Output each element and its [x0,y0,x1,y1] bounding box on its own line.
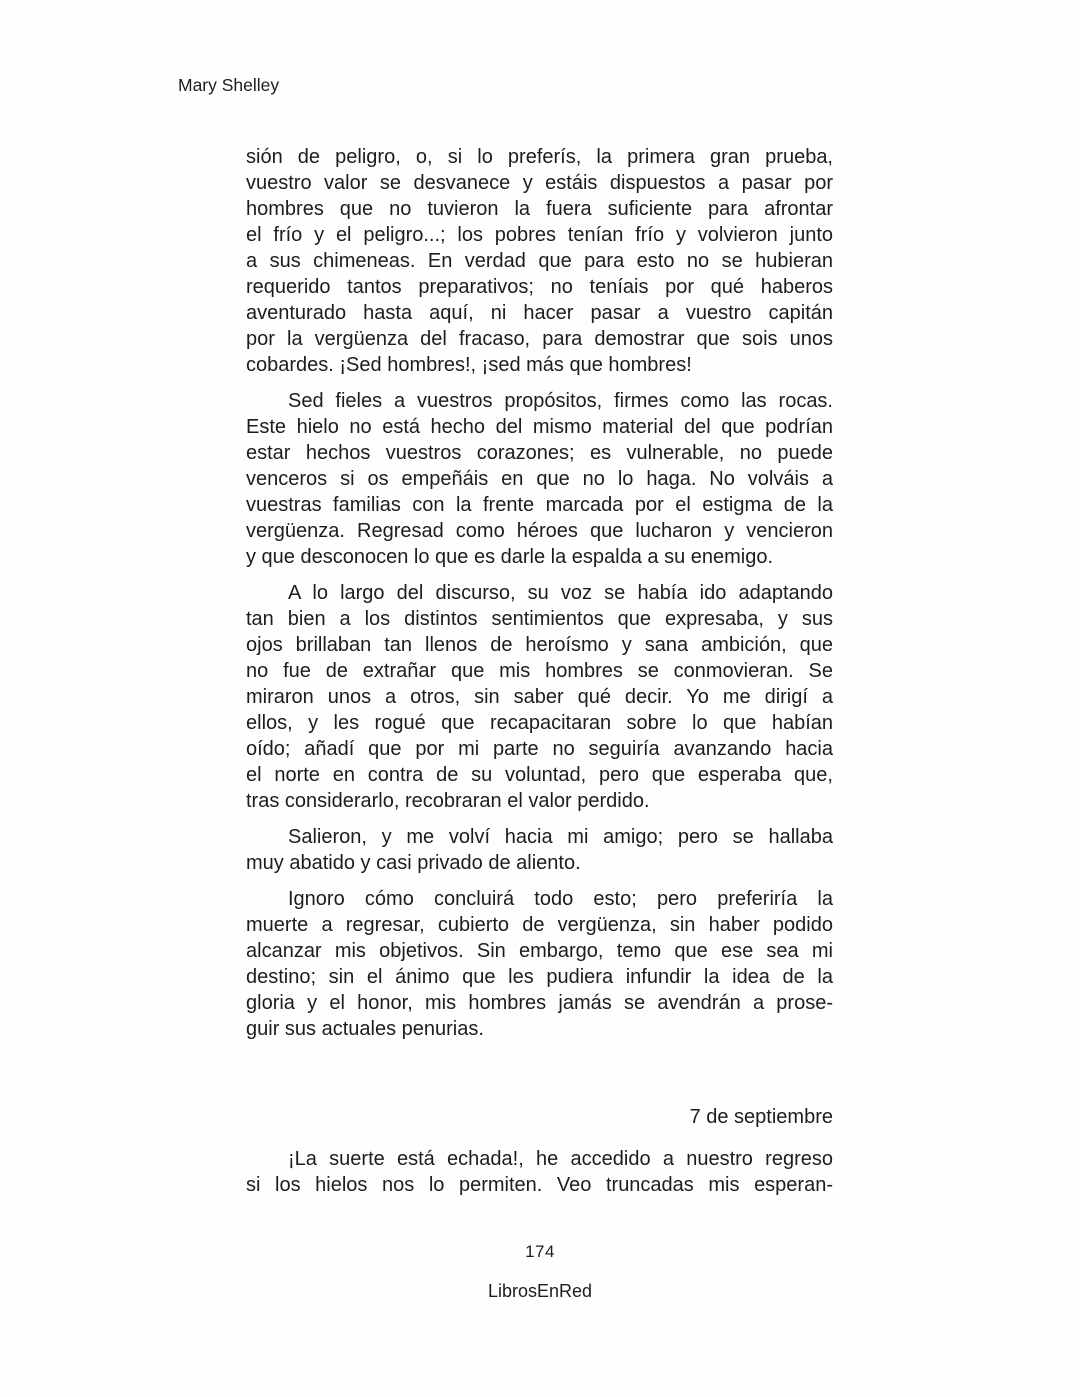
text-line: tan bien a los distintos sentimientos que expresaba, y sus [246,608,833,630]
text-line: Este hielo no está hecho del mismo material del que podrían [246,416,833,438]
paragraph [246,144,833,378]
text-line: destino; sin el ánimo que les pudiera infundir la idea de la [246,966,833,988]
text-line: oído; añadí que por mi parte no seguiría avanzando hacia [246,738,833,760]
text-line: el frío y el peligro...; los pobres tenían frío y volvieron junto [246,224,833,246]
text-column [246,144,833,1208]
text-line: ¡La suerte está echada!, he accedido a nuestro regreso [288,1148,833,1170]
paragraph [246,886,833,1042]
text-line: vuestras familias con la frente marcada por el estigma de la [246,494,833,516]
text-line: si los hielos nos lo permiten. Veo truncadas mis esperan- [246,1174,833,1196]
paragraph [246,388,833,570]
text-line: y que desconocen lo que es darle la espalda a su enemigo. [246,546,774,568]
text-line: vuestro valor se desvanece y estáis dispuestos a pasar por [246,172,833,194]
text-line: sión de peligro, o, si lo preferís, la primera gran prueba, [246,146,833,168]
text-line: hombres que no tuvieron la fuera suficiente para afrontar [246,198,833,220]
text-line: guir sus actuales penurias. [246,1018,484,1040]
text-line: vergüenza. Regresad como héroes que lucharon y vencieron [246,520,833,542]
publisher-name: LibrosEnRed [487,1281,593,1301]
date-heading: 7 de septiembre [689,1106,833,1128]
paragraph [246,580,833,814]
text-line: a sus chimeneas. En verdad que para esto no se hubieran [246,250,833,272]
page-number: 174 [525,1242,555,1261]
text-line: estar hechos vuestros corazones; es vulnerable, no puede [246,442,833,464]
text-line: Ignoro cómo concluirá todo esto; pero preferiría la [288,888,833,910]
text-line: A lo largo del discurso, su voz se había ido adaptando [288,582,833,604]
running-header-author: Mary Shelley [178,75,280,95]
paragraph [246,824,833,876]
closing-paragraph [246,1146,833,1198]
text-line: alcanzar mis objetivos. Sin embargo, temo que ese sea mi [246,940,833,962]
text-line: no fue de extrañar que mis hombres se conmovieran. Se [246,660,833,682]
text-line: cobardes. ¡Sed hombres!, ¡sed más que hombres! [246,354,692,376]
text-line: ellos, y les rogué que recapacitaran sobre lo que habían [246,712,833,734]
text-line: requerido tantos preparativos; no teníais por qué haberos [246,276,833,298]
text-line: tras considerarlo, recobraran el valor perdido. [246,790,650,812]
text-line: muy abatido y casi privado de aliento. [246,852,581,874]
text-line: Salieron, y me volví hacia mi amigo; pero se hallaba [288,826,833,848]
text-line: Sed fieles a vuestros propósitos, firmes como las rocas. [288,390,833,412]
text-line: venceros si os empeñáis en que no lo haga. No volváis a [246,468,833,490]
text-line: miraron unos a otros, sin saber qué decir. Yo me dirigí a [246,686,833,708]
text-line: gloria y el honor, mis hombres jamás se avendrán a prose- [246,992,833,1014]
text-line: muerte a regresar, cubierto de vergüenza, sin haber podido [246,914,833,936]
text-line: por la vergüenza del fracaso, para demostrar que sois unos [246,328,833,350]
text-line: ojos brillaban tan llenos de heroísmo y sana ambición, que [246,634,833,656]
text-line: el norte en contra de su voluntad, pero que esperaba que, [246,764,833,786]
text-line: aventurado hasta aquí, ni hacer pasar a vuestro capitán [246,302,833,324]
